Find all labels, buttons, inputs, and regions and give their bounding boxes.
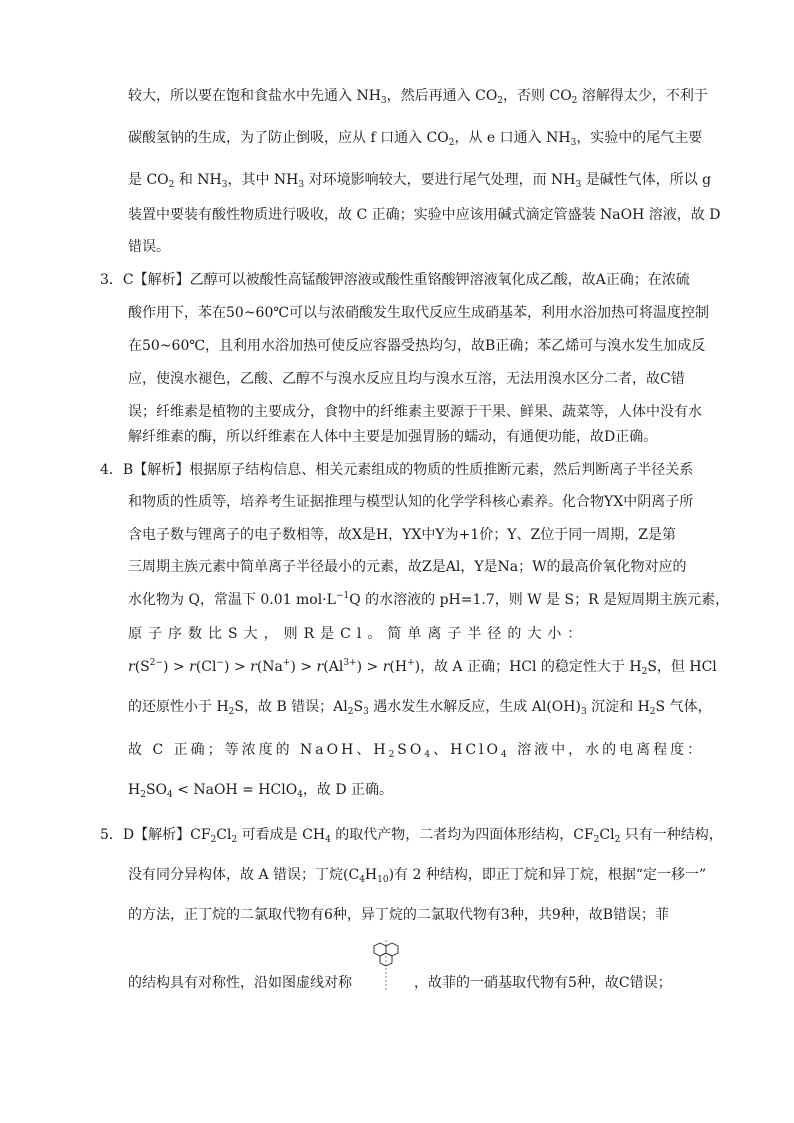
answer-4-line-8: 的还原性小于 $H_2S$，故 B 错误；$Al_2S_3$ 遇水发生水解反应，生成 $Al(OH)_3$ 沉淀和 $H_2S$ 气体， <box>128 699 712 717</box>
text-line-3: 是 $CO_2$ 和 $NH_3$，其中 $NH_3$ 对环境影响较大，要进行尾气处理，而 $NH_3$ 是碱性气体，所以 g <box>128 172 712 190</box>
answer-4-line-3: 含电子数与锂离子的电子数相等，故X是H，YX中Y为+1价；Y、Z位于同一周期，Z是第 <box>128 527 676 543</box>
answer-3-line-4: 应，使溴水褪色，乙酸、乙醇不与溴水反应且均与溴水互溶，无法用溴水区分二者，故C错 <box>128 371 685 387</box>
answer-4-line-4: 三周期主族元素中简单离子半径最小的元素，故Z是Al，Y是Na；W的最高价氧化物对应的 <box>128 559 687 575</box>
answer-3-line-6: 解纤维素的酶，所以纤维素在人体中主要是加强胃肠的蠕动，有通便功能，故D正确。 <box>128 429 658 445</box>
answer-4-line-2: 和物质的性质等，培养考生证据推理与模型认知的化学学科核心素养。化合物YX中阴离子所 <box>128 494 694 510</box>
answer-4-line-7: $r(S^{2-}) > r(Cl^-) > r(Na^+) > r(Al^{3+}) > r(H^+)$，故 A 正确；HCl 的稳定性大于 $H_2S$，但 HCl <box>128 658 717 677</box>
answer-4-line-9: 故 C 正确；等浓度的 NaOH、$H_2SO_4$、HClO$_4$ 溶液中，水的电离程度： <box>128 742 705 760</box>
text-line-2: 碳酸氢钠的生成，为了防止倒吸，应从 f 口通入 $CO_2$，从 e 口通入 $NH_3$，实验中的尾气主要 <box>128 130 703 148</box>
text-line-5: 错误。 <box>128 239 170 255</box>
answer-5-line-1: 5．D【解析】$CF_2Cl_2$ 可看成是 $CH_4$ 的取代产物，二者均为四面体形结构，$CF_2Cl_2$ 只有一种结构， <box>100 827 723 845</box>
answer-4-line-10: $H_2SO_4$ < NaOH = HClO$_4$，故 D 正确。 <box>128 782 394 800</box>
answer-4-line-5: 水化物为 Q，常温下 0.01 $mol\cdot L^{-1}Q$ 的水溶液的 pH=1.7，则 W 是 S；R 是短周期主族元素， <box>128 591 730 608</box>
answer-4-line-6: 原子序数比S大，则R是Cl。简单离子半径的大小： <box>128 626 588 642</box>
answer-3-line-5: 误；纤维素是植物的主要成分，食物中的纤维素主要源于干果、鲜果、蔬菜等，人体中没有水 <box>128 404 702 420</box>
phenanthrene-structure-icon <box>368 940 402 992</box>
text-line-4: 装置中要装有酸性物质进行吸收，故 C 正确；实验中应该用碱式滴定管盛装 NaOH 溶液，故 D <box>128 207 721 223</box>
text-line-1: 较大，所以要在饱和食盐水中先通入 $NH_3$，然后再通入 $CO_2$，否则 $CO_2$ 溶解得太少，不利于 <box>128 88 708 106</box>
answer-3-line-2: 酸作用下，苯在50~60℃可以与浓硝酸发生取代反应生成硝基苯，利用水浴加热可将温度控制 <box>128 305 710 321</box>
answer-3-line-3: 在50~60℃，且利用水浴加热可使反应容器受热均匀，故B正确；苯乙烯可与溴水发生加成反 <box>128 338 706 354</box>
answer-5-line-4a: 的结构具有对称性，沿如图虚线对称 <box>128 975 352 991</box>
answer-4-line-1: 4．B【解析】根据原子结构信息、相关元素组成的物质的性质推断元素，然后判断离子半径关系 <box>100 462 694 478</box>
answer-5-line-4b: ，故菲的一硝基取代物有5种，故C错误； <box>414 975 672 991</box>
answer-5-line-3: 的方法，正丁烷的二氯取代物有6种，异丁烷的二氯取代物有3种，共9种，故B错误；菲 <box>128 907 670 923</box>
answer-3-line-1: 3．C【解析】乙醇可以被酸性高锰酸钾溶液或酸性重铬酸钾溶液氧化成乙酸，故A正确；在浓硫 <box>100 272 690 288</box>
answer-5-line-2: 没有同分异构体，故 A 错误；丁烷$(C_4H_{10})$有 2 种结构，即正丁烷和异丁烷，根据“定一移一” <box>128 867 707 885</box>
